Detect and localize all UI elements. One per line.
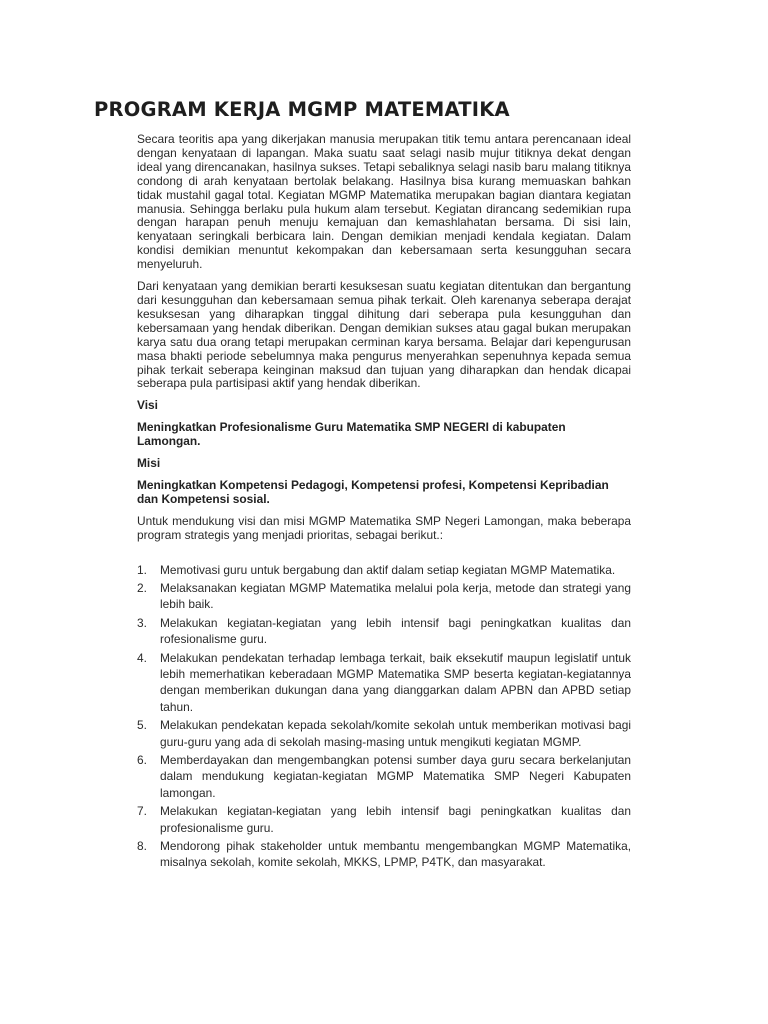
list-item-text: Melakukan pendekatan kepada sekolah/komite sekolah untuk memberikan motivasi bagi guru-guru yang ada di sekolah masing-masing untuk mengikuti kegiatan MGMP. — [160, 718, 631, 749]
list-item — [137, 615, 631, 648]
intro-paragraph-1: Secara teoritis apa yang dikerjakan manusia merupakan titik temu antara perencanaan ideal dengan kenyataan di lapangan. Maka suatu saat selagi nasib mujur titiknya dekat dengan ideal yang direncanakan, hasilnya sukses. Tetapi sebaliknya selagi nasib baru malang titiknya condong di arah kenyataan bertolak belakang. Hasilnya bisa kurang memuaskan bahkan tidak mustahil gagal total. Kegiatan MGMP Matematika merupakan bagian diantara kegiatan manusia. Sehingga berlaku pula hukum alam tersebut. Kegiatan dirancang sedemikian rupa dengan harapan penuh menuju kemajuan dan kemashlahatan bersama. Di sisi lain, kenyataan seringkali berbicara lain. Dengan demikian menjadi kendala kegiatan. Dalam kondisi demikian menuntut kekompakan dan kebersamaan serta kesungguhan secara menyeluruh. — [137, 132, 631, 272]
visi-statement: Meningkatkan Profesionalisme Guru Matematika SMP NEGERI di kabupaten Lamongan. — [137, 420, 566, 449]
list-item — [137, 562, 631, 578]
misi-heading: Misi — [137, 456, 161, 471]
misi-statement: Meningkatkan Kompetensi Pedagogi, Kompetensi profesi, Kompetensi Kepribadian dan Kompetensi sosial. — [137, 477, 609, 506]
intro-paragraph-2: Dari kenyataan yang demikian berarti kesuksesan suatu kegiatan ditentukan dan bergantung dari kesungguhan dan kebersamaan semua pihak terkait. Oleh karenanya seberapa derajat kesuksesan yang diharapkan tinggal dihitung dari seberapa pula kesungguhan dan kebersamaan yang hendak diberikan. Dengan demikian sukses atau gagal bukan merupakan karya satu dua orang tetapi merupakan cerminan karya bersama. Belajar dari kepengurusan masa bhakti periode sebelumnya maka pengurus menyerahkan sepenuhnya kepada semua pihak terkait seberapa keinginan maksud dan tujuan yang diharapkan dan hendak dicapai seberapa pula partisipasi aktif yang hendak diberikan. — [137, 279, 631, 391]
list-item-text: Melakukan kegiatan-kegiatan yang lebih intensif bagi peningkatkan kualitas dan profesionalisme guru. — [160, 804, 631, 835]
program-intro: Untuk mendukung visi dan misi MGMP Matematika SMP Negeri Lamongan, maka beberapa program strategis yang menjadi prioritas, sebagai berikut.: — [137, 513, 631, 542]
list-item-number: 4. — [137, 650, 147, 665]
list-item — [137, 580, 631, 613]
list-item-number: 3. — [137, 615, 147, 630]
list-item-text: Melaksanakan kegiatan MGMP Matematika melalui pola kerja, metode dan strategi yang lebih baik. — [160, 580, 631, 612]
list-item-text: Melakukan pendekatan terhadap lembaga terkait, baik eksekutif maupun legislatif untuk lebih memerhatikan keberadaan MGMP Matematika SMP beserta kegiatan-kegiatannya dengan memberikan dukungan dana yang dianggarkan dalam APBN dan APBD setiap tahun. — [160, 650, 631, 714]
list-item-number: 5. — [137, 718, 147, 733]
list-item-text: Memotivasi guru untuk bergabung dan aktif dalam setiap kegiatan MGMP Matematika. — [160, 562, 616, 577]
visi-heading: Visi — [137, 398, 158, 413]
list-item — [137, 717, 631, 750]
list-item-number: 8. — [137, 839, 147, 854]
document-title: PROGRAM KERJA MGMP MATEMATIKA — [94, 98, 510, 121]
list-item — [137, 838, 631, 871]
list-item — [137, 803, 631, 836]
program-list — [137, 562, 631, 871]
list-item-number: 6. — [137, 753, 147, 768]
list-item-number: 7. — [137, 804, 147, 819]
list-item-text: Melakukan kegiatan-kegiatan yang lebih intensif bagi peningkatkan kualitas dan rofesionalisme guru. — [160, 615, 631, 647]
list-item-text: Memberdayakan dan mengembangkan potensi sumber daya guru secara berkelanjutan dalam mendukung kegiatan-kegiatan MGMP Matematika SMP Negeri Kabupaten lamongan. — [160, 753, 631, 800]
document-body — [137, 133, 631, 873]
list-item-number: 2. — [137, 580, 147, 595]
list-item-number: 1. — [137, 562, 147, 577]
list-item-text: Mendorong pihak stakeholder untuk membantu mengembangkan MGMP Matematika, misalnya sekolah, komite sekolah, MKKS, LPMP, P4TK, dan masyarakat. — [160, 839, 631, 870]
list-item — [137, 650, 631, 716]
list-item — [137, 752, 631, 801]
